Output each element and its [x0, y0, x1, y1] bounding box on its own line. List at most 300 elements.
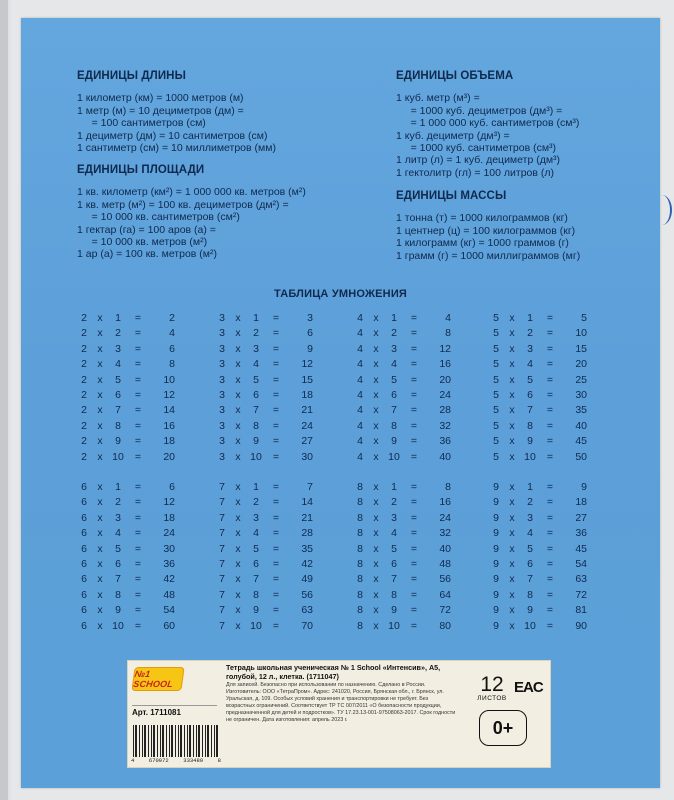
multiplicand: 2 [81, 450, 87, 463]
times-sign: x [97, 481, 103, 493]
equals-sign: = [272, 588, 280, 601]
multiplier: 8 [527, 419, 533, 432]
times-sign: x [97, 373, 103, 386]
multiplication-block-9 [491, 480, 587, 634]
multiplier: 10 [524, 450, 536, 463]
multiplication-row [491, 311, 587, 326]
times-sign: x [97, 327, 103, 340]
multiplier: 5 [253, 373, 259, 386]
multiplicand: 6 [81, 527, 87, 540]
multiplicand: 7 [219, 511, 225, 524]
multiplicand: 6 [81, 557, 87, 570]
multiplication-row [217, 495, 313, 510]
equals-sign: = [410, 619, 418, 632]
times-sign: x [509, 481, 515, 493]
product: 16 [439, 358, 451, 371]
product: 9 [581, 481, 587, 493]
multiplier: 3 [391, 511, 397, 524]
product: 80 [439, 619, 451, 632]
multiplier: 6 [115, 388, 121, 401]
multiplicand: 6 [81, 511, 87, 524]
times-sign: x [97, 511, 103, 524]
multiplier: 4 [253, 358, 259, 371]
product: 28 [301, 527, 313, 540]
times-sign: x [373, 358, 379, 371]
multiplicand: 4 [357, 312, 363, 324]
conversion-line: = 1000 куб. дециметров (дм³) = [396, 104, 563, 117]
multiplicand: 5 [493, 419, 499, 432]
multiplicand: 7 [219, 496, 225, 509]
product: 4 [445, 312, 451, 324]
multiplication-row [79, 588, 175, 603]
product: 24 [439, 511, 451, 524]
multiplication-row [491, 388, 587, 403]
multiplication-row [491, 572, 587, 587]
multiplication-row [79, 373, 175, 388]
product: 5 [581, 312, 587, 324]
multiplier: 4 [391, 527, 397, 540]
multiplier: 1 [527, 312, 533, 324]
times-sign: x [97, 312, 103, 324]
multiplication-row [355, 603, 451, 618]
equals-sign: = [546, 404, 554, 417]
product: 54 [575, 557, 587, 570]
equals-sign: = [546, 542, 554, 555]
barcode-digit-group: 4 [131, 757, 135, 764]
equals-sign: = [410, 404, 418, 417]
product: 56 [301, 588, 313, 601]
product: 36 [439, 435, 451, 448]
times-sign: x [509, 542, 515, 555]
times-sign: x [373, 588, 379, 601]
multiplication-block-8 [355, 480, 451, 634]
multiplier: 9 [253, 435, 259, 448]
equals-sign: = [546, 388, 554, 401]
multiplicand: 7 [219, 481, 225, 493]
multiplicand: 5 [493, 388, 499, 401]
multiplicand: 6 [81, 588, 87, 601]
equals-sign: = [134, 450, 142, 463]
multiplier: 3 [527, 342, 533, 355]
times-sign: x [509, 373, 515, 386]
multiplier: 2 [253, 327, 259, 340]
multiplier: 9 [253, 604, 259, 617]
multiplication-block-5 [491, 311, 587, 465]
barcode [133, 725, 219, 757]
equals-sign: = [272, 527, 280, 540]
multiplier: 1 [115, 312, 121, 324]
product: 48 [439, 557, 451, 570]
multiplier: 8 [253, 419, 259, 432]
multiplier: 6 [527, 388, 533, 401]
multiplication-row [355, 357, 451, 372]
multiplier: 6 [391, 557, 397, 570]
multiplicand: 4 [357, 435, 363, 448]
equals-sign: = [410, 604, 418, 617]
equals-sign: = [410, 435, 418, 448]
conversion-line: = 10 000 кв. сантиметров (см²) [77, 211, 240, 224]
product: 72 [439, 604, 451, 617]
multiplier: 7 [115, 404, 121, 417]
multiplicand: 5 [493, 450, 499, 463]
times-sign: x [97, 419, 103, 432]
times-sign: x [509, 358, 515, 371]
times-sign: x [235, 435, 241, 448]
multiplication-row [491, 357, 587, 372]
product: 9 [307, 342, 313, 355]
multiplication-row [355, 434, 451, 449]
times-sign: x [373, 573, 379, 586]
article-number: Арт. 1711081 [132, 705, 217, 717]
multiplier: 6 [253, 557, 259, 570]
multiplication-row [355, 619, 451, 634]
multiplication-row [491, 526, 587, 541]
conversion-line: 1 литр (л) = 1 куб. дециметр (дм³) [396, 154, 561, 167]
conversion-line: 1 сантиметр (см) = 10 миллиметров (мм) [77, 142, 276, 155]
volume-units-title: ЕДИНИЦЫ ОБЪЕМА [396, 70, 514, 82]
product: 40 [439, 542, 451, 555]
multiplication-row [491, 619, 587, 634]
multiplier: 7 [253, 573, 259, 586]
multiplier: 9 [115, 435, 121, 448]
multiplication-row [79, 557, 175, 572]
equals-sign: = [410, 342, 418, 355]
equals-sign: = [410, 312, 418, 324]
multiplication-row [491, 480, 587, 495]
notebook-cover [21, 18, 660, 788]
product: 42 [301, 557, 313, 570]
equals-sign: = [546, 419, 554, 432]
multiplicand: 3 [219, 373, 225, 386]
times-sign: x [509, 496, 515, 509]
multiplicand: 5 [493, 404, 499, 417]
multiplication-row [217, 326, 313, 341]
multiplicand: 6 [81, 573, 87, 586]
equals-sign: = [546, 358, 554, 371]
length-units-lines [77, 92, 276, 154]
multiplicand: 9 [493, 619, 499, 632]
multiplicand: 3 [219, 312, 225, 324]
multiplication-row [217, 480, 313, 495]
equals-sign: = [134, 481, 142, 493]
equals-sign: = [134, 588, 142, 601]
multiplier: 4 [391, 358, 397, 371]
multiplicand: 2 [81, 419, 87, 432]
product: 10 [575, 327, 587, 340]
times-sign: x [509, 619, 515, 632]
multiplicand: 8 [357, 557, 363, 570]
multiplication-row [491, 495, 587, 510]
conversion-line: 1 грамм (г) = 1000 миллиграммов (мг) [396, 249, 581, 262]
equals-sign: = [272, 388, 280, 401]
multiplicand: 4 [357, 373, 363, 386]
multiplicand: 8 [357, 511, 363, 524]
sheets-number: 12 [480, 673, 504, 696]
equals-sign: = [134, 527, 142, 540]
times-sign: x [97, 388, 103, 401]
equals-sign: = [272, 327, 280, 340]
equals-sign: = [272, 557, 280, 570]
multiplication-row [79, 495, 175, 510]
product: 6 [169, 481, 175, 493]
equals-sign: = [410, 527, 418, 540]
multiplicand: 7 [219, 527, 225, 540]
product: 16 [163, 419, 175, 432]
equals-sign: = [272, 404, 280, 417]
multiplier: 10 [524, 619, 536, 632]
product: 50 [575, 450, 587, 463]
equals-sign: = [546, 557, 554, 570]
equals-sign: = [134, 619, 142, 632]
multiplier: 6 [253, 388, 259, 401]
multiplicand: 2 [81, 327, 87, 340]
multiplication-block-4 [355, 311, 451, 465]
multiplicand: 8 [357, 496, 363, 509]
conversion-line: 1 метр (м) = 10 дециметров (дм) = [77, 104, 244, 117]
times-sign: x [373, 327, 379, 340]
area-units-title: ЕДИНИЦЫ ПЛОЩАДИ [77, 164, 205, 176]
times-sign: x [373, 619, 379, 632]
equals-sign: = [272, 573, 280, 586]
multiplication-row [491, 403, 587, 418]
multiplier: 7 [527, 573, 533, 586]
multiplicand: 5 [493, 373, 499, 386]
product: 70 [301, 619, 313, 632]
multiplication-row [217, 388, 313, 403]
product: 25 [575, 373, 587, 386]
multiplication-row [217, 588, 313, 603]
product: 7 [307, 481, 313, 493]
conversion-line: 1 километр (км) = 1000 метров (м) [77, 92, 244, 105]
equals-sign: = [410, 327, 418, 340]
product: 8 [445, 481, 451, 493]
multiplier: 7 [391, 573, 397, 586]
equals-sign: = [410, 481, 418, 493]
multiplication-row [79, 450, 175, 465]
times-sign: x [235, 312, 241, 324]
multiplicand: 8 [357, 619, 363, 632]
multiplier: 3 [253, 511, 259, 524]
product-description [226, 664, 458, 724]
brand-logo: №1 SCHOOL [131, 667, 184, 691]
multiplication-row [491, 450, 587, 465]
multiplier: 8 [391, 419, 397, 432]
times-sign: x [235, 481, 241, 493]
multiplication-row [217, 542, 313, 557]
multiplier: 2 [527, 496, 533, 509]
multiplier: 5 [527, 373, 533, 386]
background-strip [0, 0, 8, 800]
multiplication-row [491, 373, 587, 388]
product: 35 [301, 542, 313, 555]
equals-sign: = [272, 312, 280, 324]
multiplicand: 3 [219, 435, 225, 448]
times-sign: x [373, 342, 379, 355]
multiplication-row [79, 511, 175, 526]
conversion-line: 1 кв. километр (км²) = 1 000 000 кв. метров (м²) [77, 186, 306, 199]
equals-sign: = [272, 604, 280, 617]
product: 81 [575, 604, 587, 617]
barcode-digits [131, 757, 221, 764]
mass-units-lines [396, 212, 580, 262]
times-sign: x [509, 527, 515, 540]
times-sign: x [373, 481, 379, 493]
times-sign: x [509, 588, 515, 601]
multiplication-row [491, 588, 587, 603]
barcode-digit-group: 8 [217, 757, 221, 764]
multiplication-row [79, 342, 175, 357]
multiplier: 1 [391, 481, 397, 493]
multiplicand: 4 [357, 342, 363, 355]
equals-sign: = [272, 435, 280, 448]
product: 56 [439, 573, 451, 586]
multiplication-row [79, 603, 175, 618]
equals-sign: = [546, 342, 554, 355]
conversion-line: = 10 000 кв. метров (м²) [77, 236, 208, 249]
conversion-line: 1 гектолитр (гл) = 100 литров (л) [396, 166, 554, 179]
equals-sign: = [134, 327, 142, 340]
multiplicand: 9 [493, 496, 499, 509]
product: 45 [575, 542, 587, 555]
product: 18 [301, 388, 313, 401]
multiplication-row [491, 342, 587, 357]
times-sign: x [373, 542, 379, 555]
multiplicand: 8 [357, 604, 363, 617]
multiplication-row [79, 480, 175, 495]
multiplicand: 3 [219, 342, 225, 355]
multiplication-row [491, 326, 587, 341]
equals-sign: = [134, 573, 142, 586]
area-units-lines [77, 186, 306, 260]
conversion-line: = 1 000 000 куб. сантиметров (см³) [396, 117, 580, 130]
multiplication-block-3 [217, 311, 313, 465]
equals-sign: = [272, 342, 280, 355]
multiplier: 3 [391, 342, 397, 355]
times-sign: x [373, 388, 379, 401]
product: 32 [439, 527, 451, 540]
equals-sign: = [134, 435, 142, 448]
equals-sign: = [134, 404, 142, 417]
times-sign: x [509, 327, 515, 340]
multiplier: 9 [527, 435, 533, 448]
times-sign: x [235, 419, 241, 432]
times-sign: x [97, 573, 103, 586]
product: 60 [163, 619, 175, 632]
multiplication-row [217, 403, 313, 418]
multiplier: 2 [391, 496, 397, 509]
multiplication-row [79, 419, 175, 434]
conversion-line: 1 куб. дециметр (дм³) = [396, 129, 510, 142]
product: 27 [575, 511, 587, 524]
multiplier: 3 [115, 342, 121, 355]
multiplier: 8 [115, 419, 121, 432]
multiplier: 1 [115, 481, 121, 493]
multiplier: 4 [253, 527, 259, 540]
equals-sign: = [410, 358, 418, 371]
multiplicand: 9 [493, 481, 499, 493]
multiplier: 3 [253, 342, 259, 355]
multiplication-row [79, 357, 175, 372]
conversion-line: 1 куб. метр (м³) = [396, 92, 480, 105]
times-sign: x [235, 358, 241, 371]
multiplier: 10 [388, 450, 400, 463]
multiplicand: 9 [493, 542, 499, 555]
times-sign: x [373, 527, 379, 540]
equals-sign: = [546, 511, 554, 524]
times-sign: x [509, 573, 515, 586]
times-sign: x [97, 619, 103, 632]
multiplicand: 8 [357, 481, 363, 493]
times-sign: x [235, 373, 241, 386]
times-sign: x [373, 312, 379, 324]
product: 64 [439, 588, 451, 601]
multiplicand: 5 [493, 358, 499, 371]
multiplicand: 9 [493, 511, 499, 524]
multiplier: 10 [250, 450, 262, 463]
multiplicand: 4 [357, 404, 363, 417]
length-units-title: ЕДИНИЦЫ ДЛИНЫ [77, 70, 186, 82]
times-sign: x [373, 404, 379, 417]
equals-sign: = [410, 542, 418, 555]
sheets-label: ЛИСТОВ [477, 695, 507, 702]
equals-sign: = [546, 312, 554, 324]
equals-sign: = [272, 419, 280, 432]
multiplicand: 9 [493, 573, 499, 586]
multiplication-row [355, 419, 451, 434]
times-sign: x [97, 358, 103, 371]
multiplicand: 7 [219, 604, 225, 617]
multiplication-block-7 [217, 480, 313, 634]
conversion-line: = 100 сантиметров (см) [77, 117, 206, 130]
times-sign: x [373, 373, 379, 386]
product: 36 [163, 557, 175, 570]
product: 8 [445, 327, 451, 340]
multiplier: 4 [115, 527, 121, 540]
product: 63 [575, 573, 587, 586]
sheets-count [472, 675, 512, 702]
equals-sign: = [410, 557, 418, 570]
product: 36 [575, 527, 587, 540]
times-sign: x [373, 419, 379, 432]
multiplier: 5 [115, 542, 121, 555]
times-sign: x [97, 527, 103, 540]
multiplication-row [79, 526, 175, 541]
equals-sign: = [546, 604, 554, 617]
multiplication-row [491, 434, 587, 449]
times-sign: x [509, 419, 515, 432]
product: 12 [439, 342, 451, 355]
multiplier: 5 [253, 542, 259, 555]
multiplication-row [491, 511, 587, 526]
times-sign: x [373, 511, 379, 524]
equals-sign: = [410, 588, 418, 601]
multiplication-row [355, 480, 451, 495]
equals-sign: = [546, 435, 554, 448]
multiplication-row [355, 542, 451, 557]
multiplicand: 4 [357, 450, 363, 463]
multiplier: 9 [527, 604, 533, 617]
multiplier: 10 [388, 619, 400, 632]
equals-sign: = [546, 588, 554, 601]
equals-sign: = [134, 542, 142, 555]
times-sign: x [97, 588, 103, 601]
times-sign: x [97, 604, 103, 617]
times-sign: x [235, 342, 241, 355]
multiplier: 1 [391, 312, 397, 324]
equals-sign: = [546, 573, 554, 586]
multiplier: 7 [527, 404, 533, 417]
product: 72 [575, 588, 587, 601]
